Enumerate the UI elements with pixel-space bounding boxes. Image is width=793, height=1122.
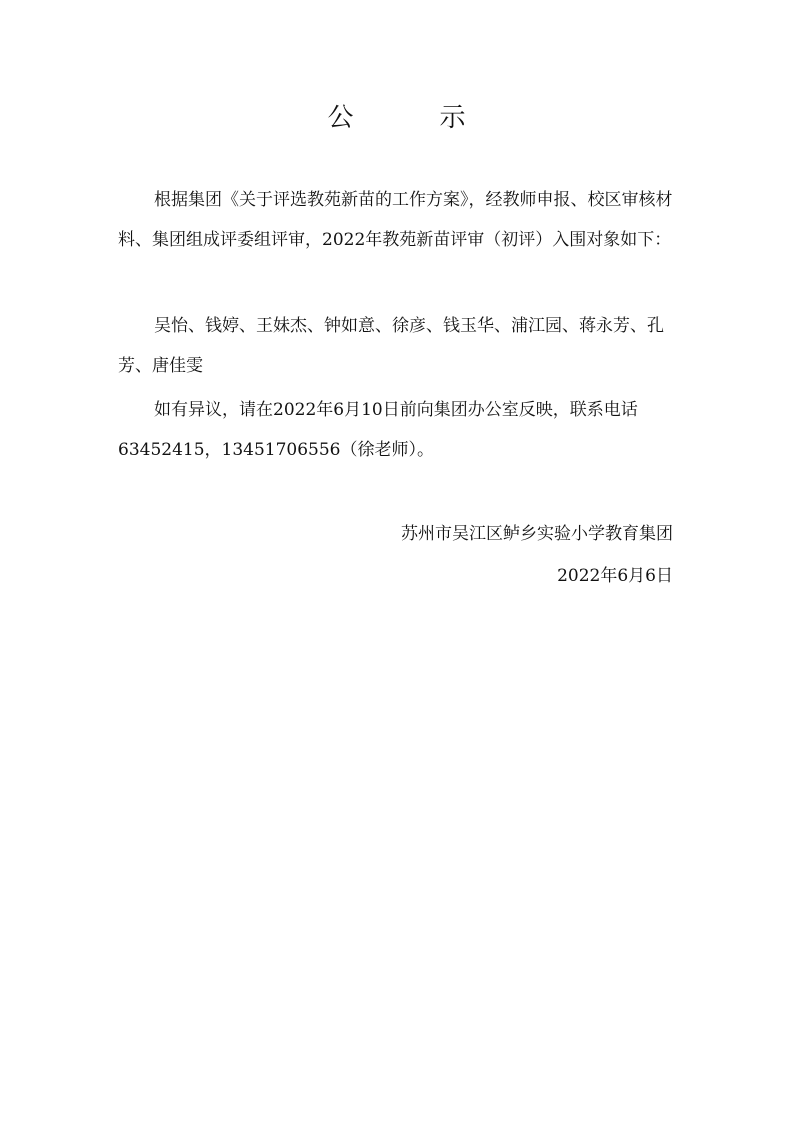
signature-organization: 苏州市吴江区鲈乡实验小学教育集团 <box>401 524 673 544</box>
paragraph-names: 吴怡、钱婷、王妹杰、钟如意、徐彦、钱玉华、浦江园、蒋永芳、孔芳、唐佳雯 <box>118 316 664 376</box>
paragraph-intro: 根据集团《关于评选教苑新苗的工作方案》，经教师申报、校区审核材料、集团组成评委组评审，2022年教苑新苗评审（初评）入围对象如下： <box>118 190 673 250</box>
paragraph-contact: 如有异议，请在2022年6月10日前向集团办公室反映，联系电话63452415，13451706556（徐老师）。 <box>118 400 638 460</box>
page-title: 公 示 <box>327 103 496 133</box>
signature-date: 2022年6月6日 <box>557 566 673 586</box>
